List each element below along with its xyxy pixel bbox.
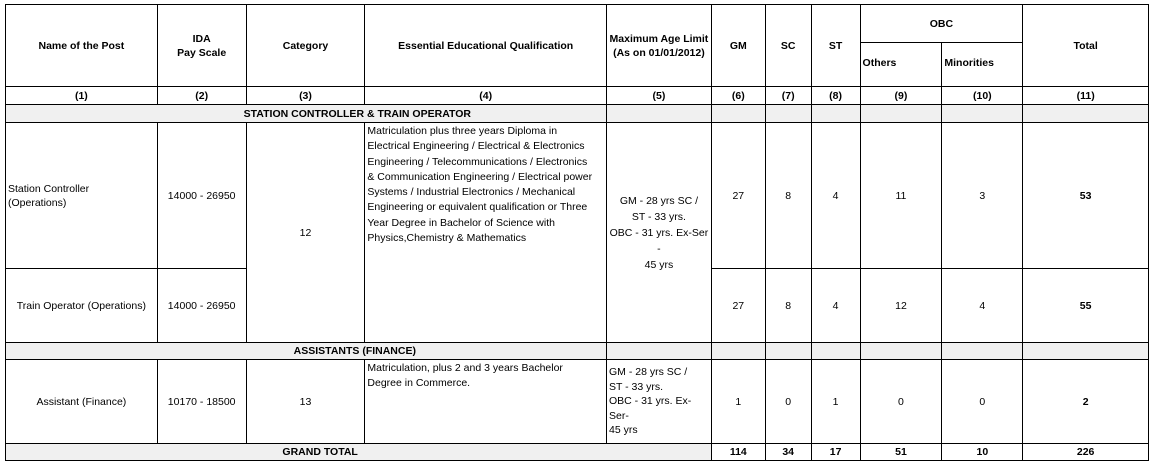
total-value: 2 [1023, 360, 1149, 444]
header-ida-line1: IDA [192, 32, 211, 45]
age-line: 45 yrs [644, 258, 674, 271]
post-assistant-finance: Assistant (Finance) [6, 360, 158, 444]
column-number: (2) [157, 87, 246, 105]
qualification-line: Matriculation, plus 2 and 3 years Bachelor [367, 362, 563, 374]
header-age-line1: Maximum Age Limit [609, 32, 709, 45]
age-line: OBC - 31 yrs. Ex-Ser - [609, 226, 709, 255]
column-number: (8) [811, 87, 860, 105]
header-obc-minorities: Minorities [942, 43, 1023, 87]
header-total: Total [1023, 5, 1149, 87]
table-row-station-controller [6, 123, 1149, 269]
obc-others-value: 0 [860, 360, 942, 444]
post-line: Station Controller [8, 182, 90, 195]
total-value: 55 [1023, 269, 1149, 343]
qualification-line: Year Degree in Bachelor of Science with [367, 216, 555, 229]
header-category: Category [246, 5, 365, 87]
qualification-line: Engineering or equivalent qualification or Three [367, 201, 588, 214]
section-cell [942, 343, 1023, 360]
section-cell [711, 105, 765, 123]
obc-minorities-value: 3 [942, 123, 1023, 269]
column-number: (7) [765, 87, 811, 105]
section-title-station: STATION CONTROLLER & TRAIN OPERATOR [6, 105, 607, 123]
header-age-limit [606, 5, 711, 87]
header-st: ST [811, 5, 860, 87]
section-cell [942, 105, 1023, 123]
obc-minorities-value: 0 [942, 360, 1023, 444]
qualification-line: Engineering / Telecommunications / Electronics [367, 155, 588, 168]
header-gm: GM [711, 5, 765, 87]
pay-scale: 14000 - 26950 [157, 123, 246, 269]
qualification-line: Electrical Engineering / Electrical & Electronics [367, 140, 585, 153]
age-limit-finance [606, 360, 711, 444]
age-line: OBC - 31 yrs. Ex-Ser- [608, 395, 692, 422]
grand-total-sc: 34 [765, 444, 811, 461]
grand-total-label: GRAND TOTAL [6, 444, 712, 461]
age-line: GM - 28 yrs SC / [619, 194, 699, 207]
section-row-station [6, 105, 1149, 123]
header-obc-others: Others [860, 43, 942, 87]
section-row-finance [6, 343, 1149, 360]
section-cell [811, 343, 860, 360]
header-post: Name of the Post [6, 5, 158, 87]
header-ida-pay-scale [157, 5, 246, 87]
grand-total-total: 226 [1023, 444, 1149, 461]
age-line: GM - 28 yrs SC / [608, 366, 688, 379]
qualification-line: Physics,Chemistry & Mathematics [367, 232, 527, 245]
obc-others-value: 11 [860, 123, 942, 269]
column-number: (9) [860, 87, 942, 105]
grand-total-st: 17 [811, 444, 860, 461]
post-line: (Operations) [8, 196, 67, 209]
category-finance: 13 [246, 360, 365, 444]
grand-total-others: 51 [860, 444, 942, 461]
column-number: (1) [6, 87, 158, 105]
section-cell [711, 343, 765, 360]
category-station: 12 [246, 123, 365, 343]
column-number: (10) [942, 87, 1023, 105]
header-obc: OBC [860, 5, 1023, 43]
gm-value: 1 [711, 360, 765, 444]
post-station-controller [6, 123, 158, 269]
age-line: ST - 33 yrs. [631, 210, 686, 223]
column-number: (3) [246, 87, 365, 105]
section-cell [811, 105, 860, 123]
column-number-row [6, 87, 1149, 105]
column-number: (6) [711, 87, 765, 105]
grand-total-row [6, 444, 1149, 461]
obc-others-value: 12 [860, 269, 942, 343]
header-sc: SC [765, 5, 811, 87]
qualification-line: Degree in Commerce. [367, 377, 471, 390]
total-value: 53 [1023, 123, 1149, 269]
table-row-assistant-finance [6, 360, 1149, 444]
column-number: (4) [365, 87, 607, 105]
grand-total-gm: 114 [711, 444, 765, 461]
section-cell [606, 343, 711, 360]
post-train-operator: Train Operator (Operations) [6, 269, 158, 343]
section-cell [765, 105, 811, 123]
sc-value: 0 [765, 360, 811, 444]
qualification-line: Systems / Industrial Electronics / Mechanical [367, 186, 576, 199]
pay-scale: 10170 - 18500 [157, 360, 246, 444]
age-limit-station [606, 123, 711, 343]
pay-scale: 14000 - 26950 [157, 269, 246, 343]
section-title-finance: ASSISTANTS (FINANCE) [6, 343, 607, 360]
st-value: 1 [811, 360, 860, 444]
age-line: 45 yrs [608, 424, 638, 437]
header-ida-line2: Pay Scale [177, 46, 227, 59]
recruitment-table [5, 4, 1149, 461]
gm-value: 27 [711, 269, 765, 343]
st-value: 4 [811, 123, 860, 269]
sc-value: 8 [765, 269, 811, 343]
column-number: (5) [606, 87, 711, 105]
qualification-line: Matriculation plus three years Diploma in [367, 125, 558, 137]
section-cell [860, 343, 942, 360]
section-cell [1023, 105, 1149, 123]
section-cell [765, 343, 811, 360]
st-value: 4 [811, 269, 860, 343]
header-age-line2: (As on 01/01/2012) [613, 46, 705, 59]
column-number: (11) [1023, 87, 1149, 105]
section-cell [1023, 343, 1149, 360]
qualification-station [365, 123, 607, 343]
grand-total-minorities: 10 [942, 444, 1023, 461]
gm-value: 27 [711, 123, 765, 269]
age-line: ST - 33 yrs. [608, 380, 664, 393]
header-qualification: Essential Educational Qualification [365, 5, 607, 87]
section-cell [860, 105, 942, 123]
obc-minorities-value: 4 [942, 269, 1023, 343]
section-cell [606, 105, 711, 123]
qualification-finance [365, 360, 607, 444]
qualification-line: & Communication Engineering / Electrical power [367, 170, 593, 183]
sc-value: 8 [765, 123, 811, 269]
